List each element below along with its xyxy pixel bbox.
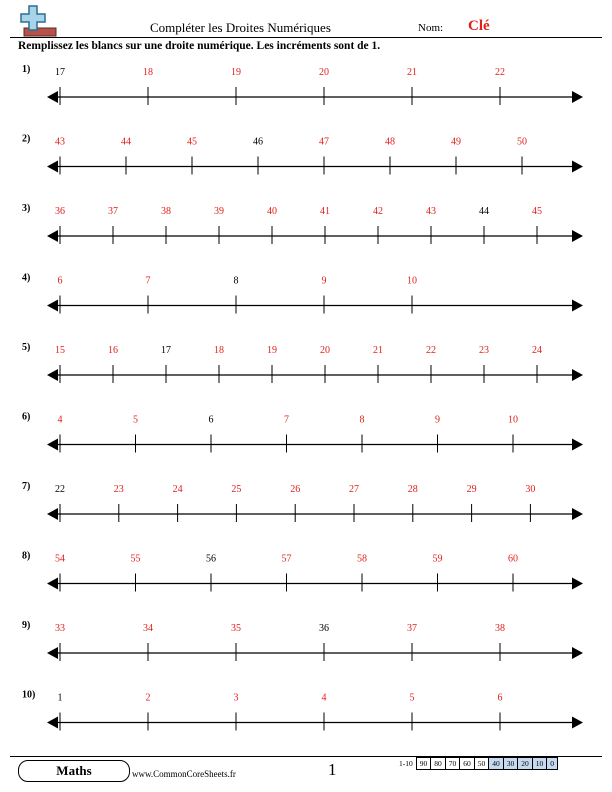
given-number: 44: [479, 206, 489, 217]
answer-number: 60: [508, 553, 518, 565]
answer-number: 9: [321, 275, 327, 287]
answer-number: 54: [55, 553, 65, 565]
score-cell: 30: [503, 758, 518, 770]
answer-number: 33: [55, 623, 65, 634]
answer-number: 30: [525, 484, 536, 495]
score-table: [396, 757, 558, 770]
number-line-8: [22, 551, 583, 592]
right-arrow-icon: [572, 439, 583, 451]
left-arrow-icon: [47, 369, 58, 381]
problem-label: 1): [22, 64, 31, 75]
answer-number: 29: [466, 484, 477, 495]
answer-number: 25: [231, 484, 242, 495]
given-number: 22: [55, 484, 65, 495]
answer-number: 3: [233, 692, 239, 704]
answer-key-label: Clé: [468, 18, 490, 34]
answer-number: 41: [320, 206, 330, 217]
answer-number: 23: [113, 484, 124, 495]
answer-number: 42: [373, 206, 383, 217]
problem-label: 8): [22, 550, 31, 562]
answer-number: 35: [231, 623, 241, 634]
answer-number: 37: [108, 206, 118, 217]
problem-label: 7): [22, 481, 31, 492]
number-line-5: [22, 342, 583, 383]
answer-number: 21: [373, 345, 383, 356]
answer-number: 37: [407, 623, 417, 634]
right-arrow-icon: [572, 717, 583, 729]
subject-badge: Maths: [18, 760, 130, 782]
number-line-2: [22, 134, 583, 175]
answer-number: 20: [320, 345, 330, 356]
answer-number: 57: [281, 553, 292, 565]
answer-number: 27: [349, 484, 359, 495]
answer-number: 45: [187, 136, 197, 148]
given-number: 17: [161, 345, 171, 356]
answer-number: 7: [284, 414, 289, 426]
score-cell: 90: [416, 758, 431, 770]
left-arrow-icon: [47, 647, 58, 659]
answer-number: 18: [214, 345, 224, 356]
right-arrow-icon: [572, 369, 583, 381]
right-arrow-icon: [572, 647, 583, 659]
score-cell: 0: [547, 758, 558, 770]
answer-number: 26: [290, 484, 301, 495]
instructions: Remplissez les blancs sur une droite numérique. Les incréments sont de 1.: [18, 40, 381, 52]
answer-number: 24: [172, 484, 183, 495]
answer-number: 44: [121, 136, 131, 148]
problem-label: 2): [22, 133, 31, 145]
given-number: 56: [206, 553, 216, 565]
answer-number: 19: [231, 67, 241, 78]
given-number: 17: [55, 67, 65, 78]
answer-number: 2: [145, 692, 151, 704]
answer-number: 6: [497, 692, 503, 704]
right-arrow-icon: [572, 161, 583, 173]
score-cell: 60: [460, 758, 475, 770]
answer-number: 45: [532, 206, 542, 217]
number-line-4: [22, 273, 583, 314]
score-cell: 10: [532, 758, 547, 770]
answer-number: 4: [321, 692, 327, 704]
answer-number: 20: [319, 67, 329, 78]
name-label: Nom:: [418, 22, 444, 34]
answer-number: 38: [161, 206, 171, 217]
answer-number: 34: [143, 623, 153, 634]
answer-number: 8: [359, 414, 365, 426]
answer-number: 24: [532, 345, 542, 356]
given-number: 46: [253, 136, 263, 148]
problem-label: 6): [22, 411, 31, 423]
answer-number: 47: [319, 136, 329, 148]
score-cell: 80: [431, 758, 446, 770]
answer-number: 7: [145, 275, 151, 287]
number-line-7: [22, 481, 583, 522]
answer-number: 49: [451, 136, 461, 148]
page-number: 1: [328, 760, 337, 779]
problem-label: 3): [22, 203, 31, 214]
answer-number: 23: [479, 345, 489, 356]
problem-label: 4): [22, 272, 31, 284]
right-arrow-icon: [572, 508, 583, 520]
given-number: 1: [57, 692, 63, 704]
left-arrow-icon: [47, 161, 58, 173]
number-line-3: [22, 203, 583, 244]
score-cell: 20: [518, 758, 533, 770]
left-arrow-icon: [47, 508, 58, 520]
answer-number: 48: [385, 136, 395, 148]
problem-label: 10): [22, 689, 36, 701]
answer-number: 4: [57, 414, 63, 426]
answer-number: 19: [267, 345, 277, 356]
answer-number: 10: [508, 414, 518, 426]
left-arrow-icon: [47, 300, 58, 312]
right-arrow-icon: [572, 91, 583, 103]
answer-number: 9: [435, 414, 440, 426]
page-title: Compléter les Droites Numériques: [150, 20, 331, 35]
answer-number: 50: [517, 136, 527, 148]
score-cell: 70: [445, 758, 460, 770]
given-number: 36: [319, 623, 329, 634]
answer-number: 6: [57, 275, 63, 287]
score-cell: 50: [474, 758, 489, 770]
answer-number: 43: [426, 206, 436, 217]
number-line-1: [22, 64, 583, 105]
answer-number: 10: [407, 275, 417, 287]
answer-number: 55: [130, 553, 141, 565]
answer-number: 21: [407, 67, 417, 78]
left-arrow-icon: [47, 717, 58, 729]
number-line-9: [22, 620, 583, 661]
problem-label: 9): [22, 620, 31, 631]
right-arrow-icon: [572, 230, 583, 242]
answer-number: 22: [426, 345, 436, 356]
right-arrow-icon: [572, 300, 583, 312]
left-arrow-icon: [47, 578, 58, 590]
answer-number: 16: [108, 345, 118, 356]
site-url: www.CommonCoreSheets.fr: [132, 769, 236, 779]
given-number: 6: [208, 414, 214, 426]
problem-label: 5): [22, 342, 31, 353]
answer-number: 43: [55, 136, 65, 148]
answer-number: 39: [214, 206, 224, 217]
answer-number: 18: [143, 67, 153, 78]
answer-number: 58: [357, 553, 367, 565]
answer-number: 59: [432, 553, 443, 565]
left-arrow-icon: [47, 230, 58, 242]
left-arrow-icon: [47, 91, 58, 103]
given-number: 8: [233, 275, 239, 287]
score-cell: 40: [489, 758, 504, 770]
number-line-10: [22, 690, 583, 731]
number-line-6: [22, 412, 583, 453]
right-arrow-icon: [572, 578, 583, 590]
answer-number: 36: [55, 206, 65, 217]
answer-number: 38: [495, 623, 505, 634]
answer-number: 15: [55, 345, 65, 356]
left-arrow-icon: [47, 439, 58, 451]
answer-number: 40: [267, 206, 277, 217]
answer-number: 22: [495, 67, 505, 78]
answer-number: 5: [133, 414, 138, 426]
answer-number: 5: [409, 692, 415, 704]
score-label: 1-10: [399, 759, 413, 768]
answer-number: 28: [407, 484, 418, 495]
